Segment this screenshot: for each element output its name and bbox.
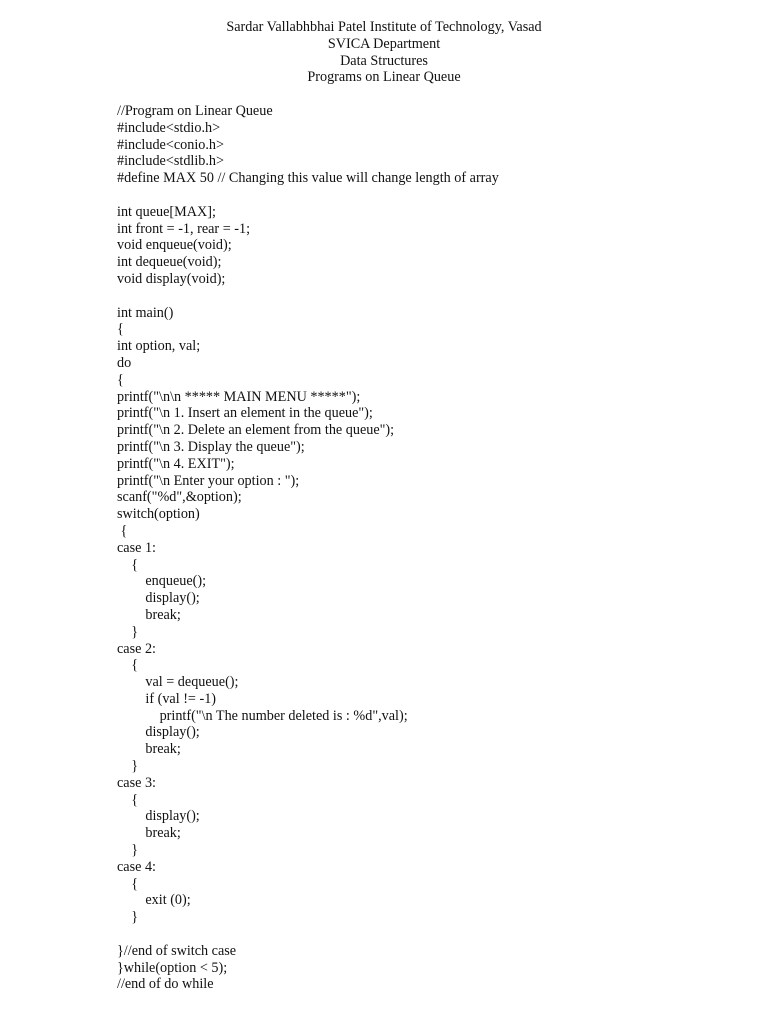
code-line <box>117 926 499 943</box>
subject-title: Data Structures <box>340 52 428 69</box>
department-title: SVICA Department <box>327 35 441 52</box>
code-line: }//end of switch case <box>117 942 237 959</box>
code-line: int option, val; <box>117 338 201 355</box>
code-line: } <box>117 758 138 775</box>
code-line: #include<stdlib.h> <box>117 153 225 170</box>
code-line: exit (0); <box>117 892 191 909</box>
code-line: printf("\n 1. Insert an element in the queue"); <box>117 405 373 422</box>
code-line: int main() <box>117 304 174 321</box>
code-line: switch(option) <box>117 506 200 523</box>
code-line: break; <box>117 606 181 623</box>
code-line: //end of do while <box>117 976 214 993</box>
code-line: do <box>117 354 132 371</box>
code-line: { <box>117 657 138 674</box>
code-line <box>117 288 499 305</box>
code-line: #include<stdio.h> <box>117 119 221 136</box>
code-line: printf("\n 2. Delete an element from the queue"); <box>117 422 395 439</box>
code-line: }while(option < 5); <box>117 959 228 976</box>
code-line: display(); <box>117 808 200 825</box>
code-line <box>117 187 499 204</box>
topic-title: Programs on Linear Queue <box>307 69 461 86</box>
code-line: { <box>117 371 124 388</box>
code-line: display(); <box>117 724 200 741</box>
code-line: case 2: <box>117 640 156 657</box>
code-line: int queue[MAX]; <box>117 203 216 220</box>
code-line: case 1: <box>117 539 156 556</box>
code-line: break; <box>117 741 181 758</box>
code-line: break; <box>117 825 181 842</box>
code-line: if (val != -1) <box>117 690 217 707</box>
code-line: enqueue(); <box>117 573 207 590</box>
code-line: #define MAX 50 // Changing this value will change length of array <box>117 170 499 187</box>
code-line: } <box>117 623 138 640</box>
code-line: printf("\n 3. Display the queue"); <box>117 438 305 455</box>
code-line: case 3: <box>117 774 156 791</box>
code-line: val = dequeue(); <box>117 674 239 691</box>
code-line: scanf("%d",&option); <box>117 489 242 506</box>
code-line: printf("\n Enter your option : "); <box>117 472 300 489</box>
document-header <box>0 19 768 86</box>
code-line: printf("\n The number deleted is : %d",val); <box>117 707 408 724</box>
code-line: int dequeue(void); <box>117 254 222 271</box>
code-line: display(); <box>117 590 200 607</box>
code-line: } <box>117 842 138 859</box>
code-line: { <box>117 321 124 338</box>
code-line: { <box>117 522 128 539</box>
code-line: printf("\n 4. EXIT"); <box>117 455 235 472</box>
code-line: void enqueue(void); <box>117 237 232 254</box>
code-line: { <box>117 791 138 808</box>
code-line: { <box>117 875 138 892</box>
code-line: //Program on Linear Queue <box>117 103 273 119</box>
code-line: #include<conio.h> <box>117 136 225 153</box>
institute-title: Sardar Vallabhbhai Patel Institute of Technology, Vasad <box>226 19 542 35</box>
code-line: printf("\n\n ***** MAIN MENU *****"); <box>117 388 361 405</box>
code-line: { <box>117 556 138 573</box>
code-line: void display(void); <box>117 270 226 287</box>
code-line: } <box>117 909 138 926</box>
code-line: case 4: <box>117 858 156 875</box>
code-line: int front = -1, rear = -1; <box>117 220 251 237</box>
code-listing <box>117 103 499 993</box>
